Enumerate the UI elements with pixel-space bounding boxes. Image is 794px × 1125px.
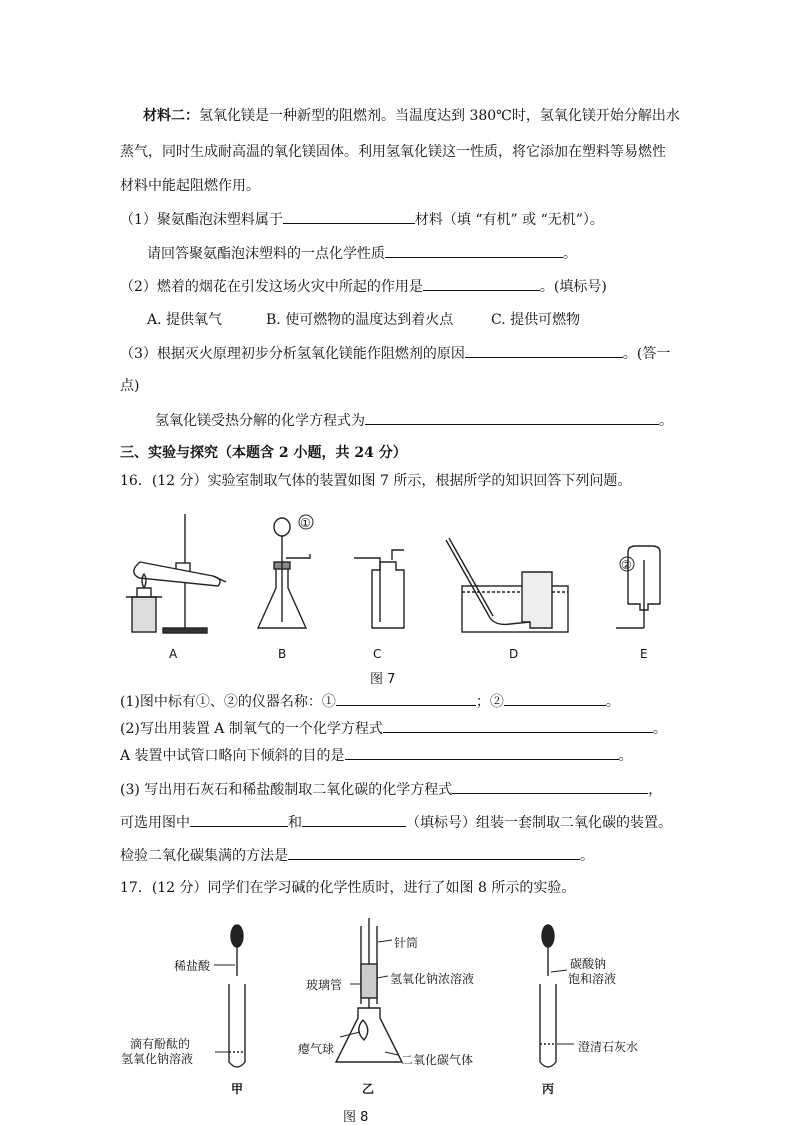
figure-7-caption: 图 7 (370, 672, 396, 687)
q3-line: （3）根据灭火原理初步分析氢氧化镁能作阻燃剂的原因 。(答一 (120, 343, 670, 364)
q16-part2: (2)写出用装置 A 制氧气的一个化学方程式 。 (120, 718, 667, 739)
yi-naoh-label: 氢氧化钠浓溶液 (390, 972, 475, 986)
q3-eq-line: 氢氧化镁受热分解的化学方程式为 。 (155, 410, 673, 431)
answer-blank[interactable] (190, 812, 288, 827)
apparatus-a (126, 514, 226, 633)
q1-line-a: （1）聚氨酯泡沫塑料属于 材料（填 “有机” 或 “无机”）。 (120, 209, 604, 230)
yi-label: 乙 (362, 1082, 375, 1096)
mark-1: ① (300, 516, 311, 530)
material2-line3: 材料中能起阻燃作用。 (120, 178, 260, 194)
apparatus-b (258, 515, 313, 628)
jia-bottom-label1: 滴有酚酞的 (130, 1037, 191, 1051)
q2-option-a: A. 提供氧气 (147, 312, 223, 328)
material2-line1: 材料二：氢氧化镁是一种新型的阻燃剂。当温度达到 380℃时，氢氧化镁开始分解出水 (143, 108, 680, 124)
label-d: D (509, 647, 519, 661)
q2-line: （2）燃着的烟花在引发这场火灾中所起的作用是 。(填标号) (120, 276, 607, 297)
answer-blank[interactable] (365, 410, 659, 425)
answer-blank[interactable] (345, 745, 619, 760)
mark-2: ② (621, 558, 632, 572)
figure-7 (0, 500, 794, 690)
q1-line-b: 请回答聚氨酯泡沫塑料的一点化学性质 。 (147, 243, 577, 264)
apparatus-d (446, 538, 568, 632)
answer-blank[interactable] (283, 209, 415, 224)
answer-blank[interactable] (452, 779, 648, 794)
answer-blank[interactable] (423, 276, 540, 291)
yi-co2-label: 二氧化碳气体 (401, 1053, 474, 1067)
bing-label: 丙 (542, 1082, 555, 1096)
q17-stem: 17．(12 分）同学们在学习碱的化学性质时，进行了如图 8 所示的实验。 (120, 880, 576, 896)
q16-part3c: 检验二氧化碳集满的方法是 。 (120, 845, 594, 866)
label-a: A (169, 647, 178, 661)
answer-blank[interactable] (302, 812, 406, 827)
jia-top-label: 稀盐酸 (174, 959, 211, 973)
jia-bottom-label2: 氢氧化钠溶液 (121, 1052, 194, 1066)
q16-stem: 16．(12 分）实验室制取气体的装置如图 7 所示，根据所学的知识回答下列问题。 (120, 473, 632, 489)
q16-part2b: A 装置中试管口略向下倾斜的目的是 。 (120, 745, 633, 766)
answer-blank[interactable] (385, 243, 563, 258)
bing-bottom-label: 澄清石灰水 (578, 1040, 639, 1054)
q3-cont: 点) (120, 378, 140, 394)
q16-part3: (3) 写出用石灰石和稀盐酸制取二氧化碳的化学方程式 ， (120, 779, 662, 800)
answer-blank[interactable] (383, 718, 653, 733)
answer-blank[interactable] (465, 343, 623, 358)
q16-part1: (1)图中标有①、②的仪器名称：① ；② 。 (120, 691, 620, 712)
jia-label: 甲 (231, 1082, 244, 1096)
label-c: C (373, 647, 382, 661)
bing-top-label2: 饱和溶液 (568, 972, 617, 986)
q2-option-c: C. 提供可燃物 (491, 312, 581, 328)
apparatus-jia (214, 925, 245, 1067)
bing-top-label1: 碳酸钠 (570, 957, 607, 971)
answer-blank[interactable] (288, 845, 580, 860)
yi-syringe-label: 针筒 (394, 936, 419, 950)
yi-tube-label: 玻璃管 (306, 978, 343, 992)
yi-balloon-label: 瘪气球 (298, 1042, 335, 1056)
material2-line2: 蒸气，同时生成耐高温的氧化镁固体。利用氢氧化镁这一性质，将它添加在塑料等易燃性 (120, 144, 666, 160)
material2-heading: 材料二： (143, 108, 199, 124)
apparatus-bing (540, 925, 574, 1067)
label-e: E (640, 647, 648, 661)
apparatus-yi (336, 918, 402, 1062)
q2-option-b: B. 使可燃物的温度达到着火点 (266, 312, 454, 328)
section3-title: 三、实验与探究（本题含 2 小题，共 24 分） (120, 445, 407, 461)
answer-blank[interactable] (504, 691, 606, 706)
apparatus-c (354, 550, 404, 628)
figure-8-caption: 图 8 (343, 1110, 369, 1125)
answer-blank[interactable] (336, 691, 476, 706)
q16-part3b: 可选用图中 和 （填标号）组装一套制取二氧化碳的装置。 (120, 812, 672, 833)
label-b: B (278, 647, 287, 661)
